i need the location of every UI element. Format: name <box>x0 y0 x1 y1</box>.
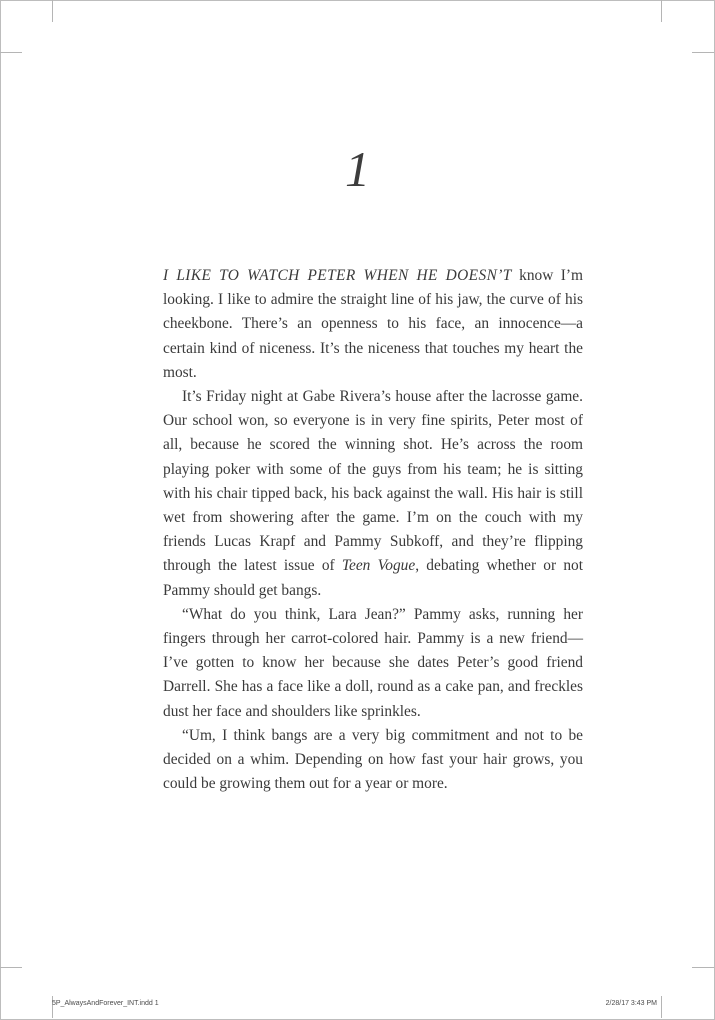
opening-line: I LIKE TO WATCH PETER WHEN HE DOESN’T <box>163 267 512 284</box>
print-timestamp: 2/28/17 3:43 PM <box>605 1000 657 1007</box>
paragraph-3 <box>163 603 583 724</box>
paragraph-4 <box>163 724 583 797</box>
paragraph-2 <box>163 385 583 603</box>
crop-mark-bottom-right <box>661 996 662 1018</box>
crop-mark-top-left <box>52 0 53 22</box>
chapter-number: 1 <box>345 141 370 197</box>
paragraph-1-text: know I’m looking. I like to admire the straight line of his jaw, the curve of his cheekbone. There’s an openness to his face, an innocence—a certain kind of niceness. It’s the niceness that touches my heart the most. <box>163 267 583 381</box>
paragraph-2-text: It’s Friday night at Gabe Rivera’s house after the lacrosse game. Our school won, so everyone is in very fine spirits, Peter most of all, because he scored the winning shot. He’s across the room playing poker with some of the guys from his team; he is sitting with his chair tipped back, his back against the wall. His hair is still wet from showering after the game. I’m on the couch with my friends Lucas Krapf and Pammy Subkoff, and they’re flipping through the latest issue of <box>163 388 583 575</box>
crop-mark-right-lower <box>692 967 714 968</box>
crop-mark-right-upper <box>692 52 714 53</box>
paragraph-4-text: “Um, I think bangs are a very big commitment and not to be decided on a whim. Depending on how fast your hair grows, you could be growing them out for a year or more. <box>163 726 583 793</box>
magazine-title: Teen Vogue <box>341 557 416 575</box>
file-slug: 5P_AlwaysAndForever_INT.indd 1 <box>52 1000 159 1007</box>
paragraph-1 <box>163 264 583 385</box>
crop-mark-top-right <box>661 0 662 22</box>
crop-mark-left-upper <box>0 52 22 53</box>
crop-mark-left-lower <box>0 967 22 968</box>
paragraph-2-tail: , debating whether or not Pammy should get bangs. <box>163 557 584 599</box>
paragraph-3-text: “What do you think, Lara Jean?” Pammy asks, running her fingers through her carrot-colored hair. Pammy is a new friend—I’ve gotten to know her because she dates Peter’s good friend Darrell. She has a face like a doll, round as a cake pan, and freckles dust her face and shoulders like sprinkles. <box>163 605 583 720</box>
body-text <box>163 264 583 796</box>
